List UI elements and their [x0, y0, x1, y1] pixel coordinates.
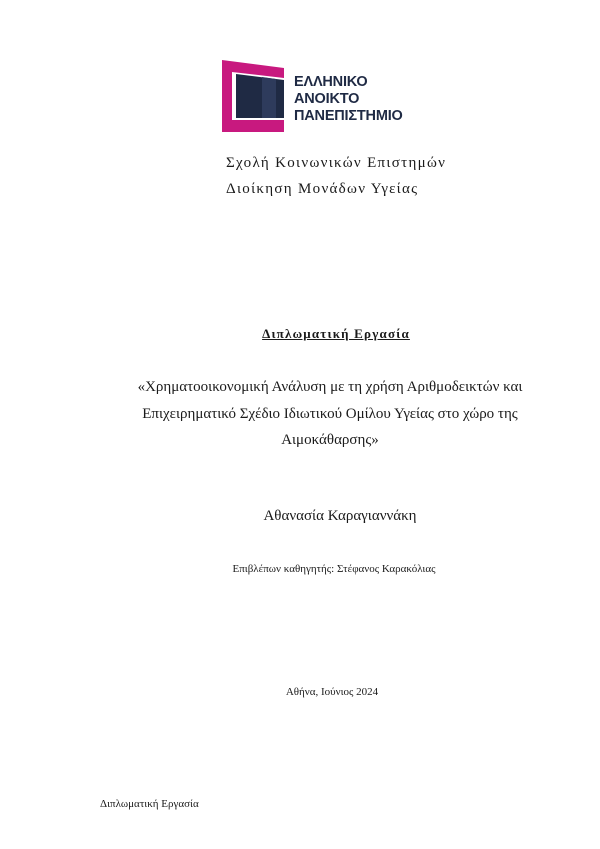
page-footer: Διπλωματική Εργασία [100, 798, 199, 810]
supervisor-text: Επιβλέπων καθηγητής: Στέφανος Καρακόλιας [232, 563, 436, 575]
place-date [0, 686, 600, 698]
author [0, 508, 600, 525]
logo-wordmark [294, 74, 403, 125]
document-type [0, 326, 600, 342]
title-line-3: Αιμοκάθαρσης» [281, 432, 379, 448]
title-line-2: Επιχειρηματικό Σχέδιο Ιδιωτικού Ομίλου Υγείας στο χώρο της [142, 405, 518, 422]
author-name: Αθανασία Καραγιαννάκη [263, 508, 417, 524]
university-emblem-icon [222, 60, 292, 132]
supervisor [0, 563, 600, 575]
logo-line-2: ΑΝΟΙΚΤΟ [294, 91, 360, 107]
logo-line-1: ΕΛΛΗΝΙΚΟ [294, 74, 368, 90]
place-date-text: Αθήνα, Ιούνιος 2024 [285, 686, 379, 698]
faculty-name: Σχολή Κοινωνικών Επιστημών [226, 155, 447, 171]
document-type-label: Διπλωματική Εργασία [262, 326, 410, 341]
university-logo [222, 60, 412, 132]
logo-line-3: ΠΑΝΕΠΙΣΤΗΜΙΟ [294, 108, 403, 124]
program-name: Διοίκηση Μονάδων Υγείας [226, 181, 419, 197]
title-line-1: «Χρηματοοικονομική Ανάλυση με τη χρήση Αριθμοδεικτών και [137, 379, 523, 395]
school-block [226, 150, 446, 202]
thesis-title [110, 374, 550, 454]
